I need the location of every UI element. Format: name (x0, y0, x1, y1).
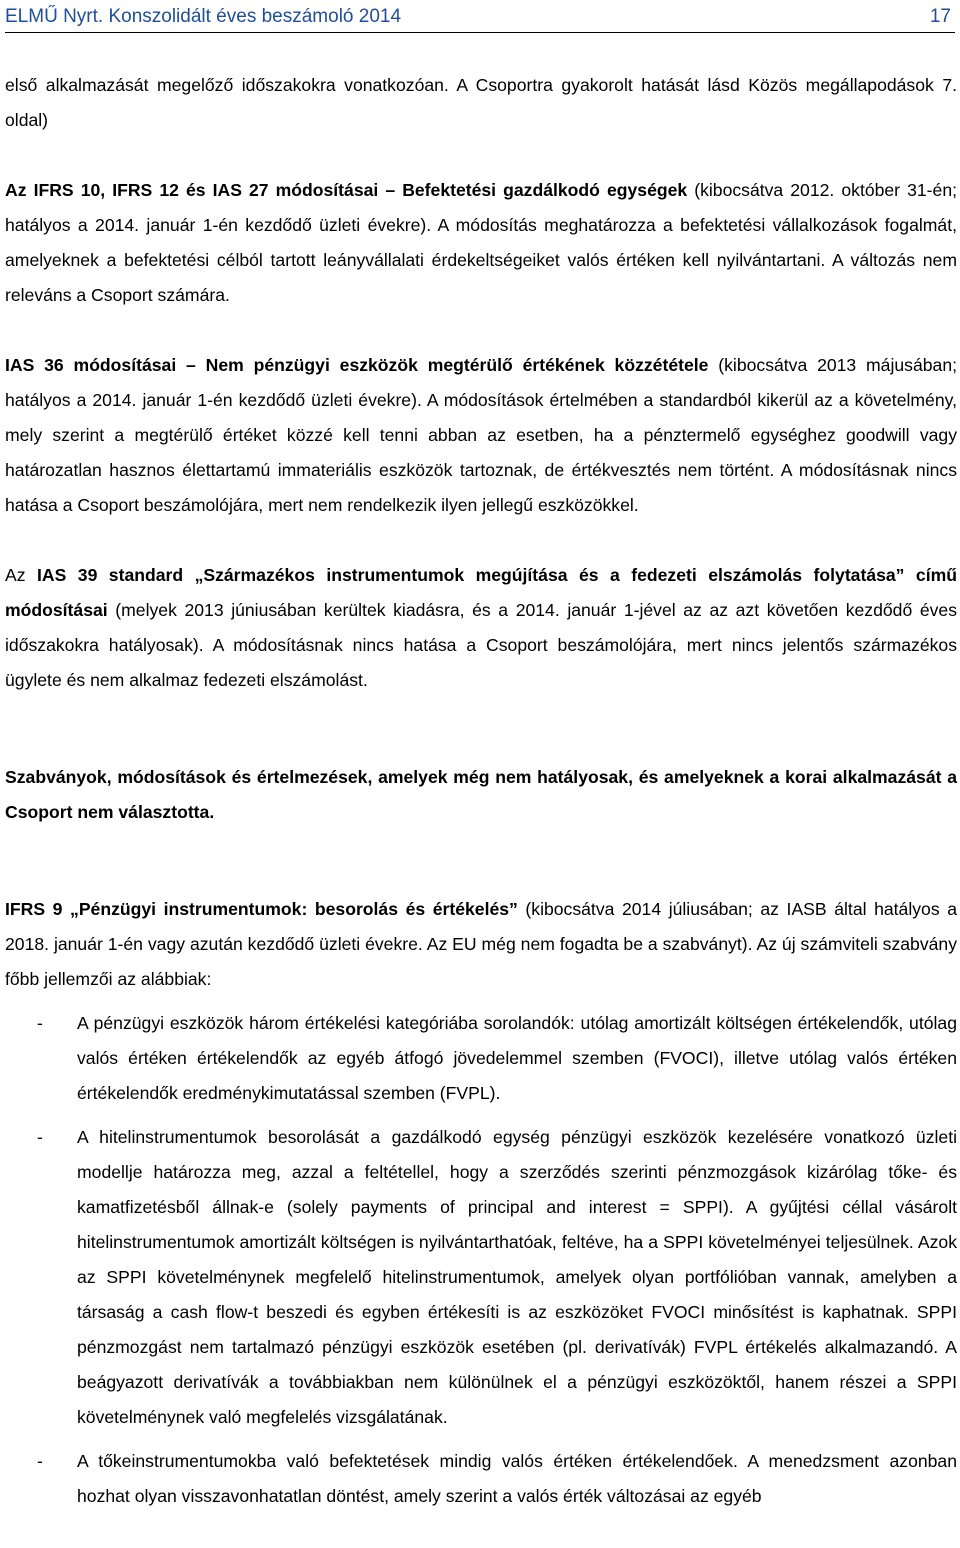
bullet-dash: - (37, 1127, 43, 1147)
ifrs9-features-list (5, 1006, 957, 1514)
page-header (5, 5, 955, 33)
list-item (5, 1120, 957, 1435)
paragraph-bold-title: IFRS 9 „Pénzügyi instrumentumok: besorolás és értékelés” (5, 899, 518, 919)
list-item-text: A pénzügyi eszközök három értékelési kategóriába sorolandók: utólag amortizált költségen értékelendők, utólag valós értéken értékelendők az egyéb átfogó jövedelemmel szemben (FVOCI), illetve utólag valós értéken értékelendők eredménykimutatással szemben (FVPL). (77, 1013, 957, 1103)
paragraph-text: (melyek 2013 júniusában kerültek kiadásra, és a 2014. január 1-jével az az azt követően kezdődő éves időszakokra hatályosak). A módosításnak nincs hatása a Csoport beszámolójára, mert nincs jelentős származékos ügylete és nem alkalmaz fedezeti elszámolást. (5, 600, 957, 690)
bullet-dash: - (37, 1451, 43, 1471)
paragraph-intro-text: Az (5, 565, 37, 585)
paragraph-text: (kibocsátva 2013 májusában; hatályos a 2014. január 1-én kezdődő üzleti évekre). A módosítások értelmében a standardból kikerül az a követelmény, mely szerint a megtérülő értéket közzé kell tenni abban az esetben, ha a pénztermelő egységhez goodwill vagy határozatlan hasznos élettartamú immateriális eszközök tartoznak, de értékvesztés nem történt. A módosításnak nincs hatása a Csoport beszámolójára, mert nem rendelkezik ilyen jellegű eszközökkel. (5, 355, 957, 515)
paragraph-text: első alkalmazását megelőző időszakokra vonatkozóan. A Csoportra gyakorolt hatását lásd Közös megállapodások 7. oldal) (5, 75, 957, 130)
paragraph-bold-title: IAS 36 módosításai – Nem pénzügyi eszközök megtérülő értékének közzététele (5, 355, 709, 375)
list-item (5, 1444, 957, 1514)
paragraph-bold-title: Az IFRS 10, IFRS 12 és IAS 27 módosításai – Befektetési gazdálkodó egységek (5, 180, 688, 200)
paragraph-ias36 (5, 348, 957, 523)
page-number: 17 (929, 6, 951, 27)
section-heading-text: Szabványok, módosítások és értelmezések, amelyek még nem hatályosak, és amelyeknek a korai alkalmazását a Csoport nem választotta. (5, 767, 957, 822)
list-item-text: A hitelinstrumentumok besorolását a gazdálkodó egység pénzügyi eszközök kezelésére vonatkozó üzleti modellje határozza meg, azzal a feltétellel, hogy a szerződés szerinti pénzmozgások kizárólag tőke- és kamatfizetésből állnak-e (solely payments of principal and interest = SPPI). A gyűjtési céllal vásárolt hitelinstrumentumok amortizált költségen is nyilvántarthatóak, feltéve, ha a SPPI követelményei teljesülnek. Azok az SPPI követelménynek megfelelő hitelinstrumentumok, amelyek olyan portfólióban vannak, amelyben a társaság a cash flow-t beszedi és egyben értékesíti is az eszközöket FVOCI minősítést is kaphatnak. SPPI pénzmozgást nem tartalmazó pénzügyi eszközök esetében (pl. derivatívák) FVPL értékelés alkalmazandó. A beágyazott derivatívák a továbbiakban nem különülnek el a pénzügyi eszközöktől, hanem részei a SPPI követelménynek való megfelelés vizsgálatának. (77, 1127, 957, 1427)
paragraph-text: (kibocsátva 2012. október 31-én; hatályos a 2014. január 1-én kezdődő üzleti évekre). A módosítás meghatározza a befektetési vállalkozások fogalmát, amelyeknek a befektetési célból tartott leányvállalati érdekeltségeiket valós értéken kell nyilvántartani. A változás nem releváns a Csoport számára. (5, 180, 957, 305)
bullet-dash: - (37, 1013, 43, 1033)
paragraph-ifrs9 (5, 892, 957, 997)
paragraph-bold-title: IAS 39 standard „Származékos instrumentumok megújítása és a fedezeti elszámolás folytatása” című módosításai (5, 565, 957, 620)
list-item-text: A tőkeinstrumentumokba való befektetések mindig valós értéken értékelendőek. A menedzsment azonban hozhat olyan visszavonhatatlan döntést, amely szerint a valós érték változásai az egyéb (77, 1451, 957, 1506)
paragraph-ias39 (5, 558, 957, 698)
paragraph-ifrs10 (5, 173, 957, 313)
document-body (5, 68, 957, 1523)
list-item (5, 1006, 957, 1111)
document-title: ELMŰ Nyrt. Konszolidált éves beszámoló 2014 (5, 6, 402, 27)
section-heading (5, 760, 957, 830)
paragraph-intro (5, 68, 957, 138)
paragraph-text: (kibocsátva 2014 júliusában; az IASB által hatályos a 2018. január 1-én vagy azután kezdődő üzleti évekre. Az EU még nem fogadta be a szabványt). Az új számviteli szabvány főbb jellemzői az alábbiak: (5, 899, 957, 989)
